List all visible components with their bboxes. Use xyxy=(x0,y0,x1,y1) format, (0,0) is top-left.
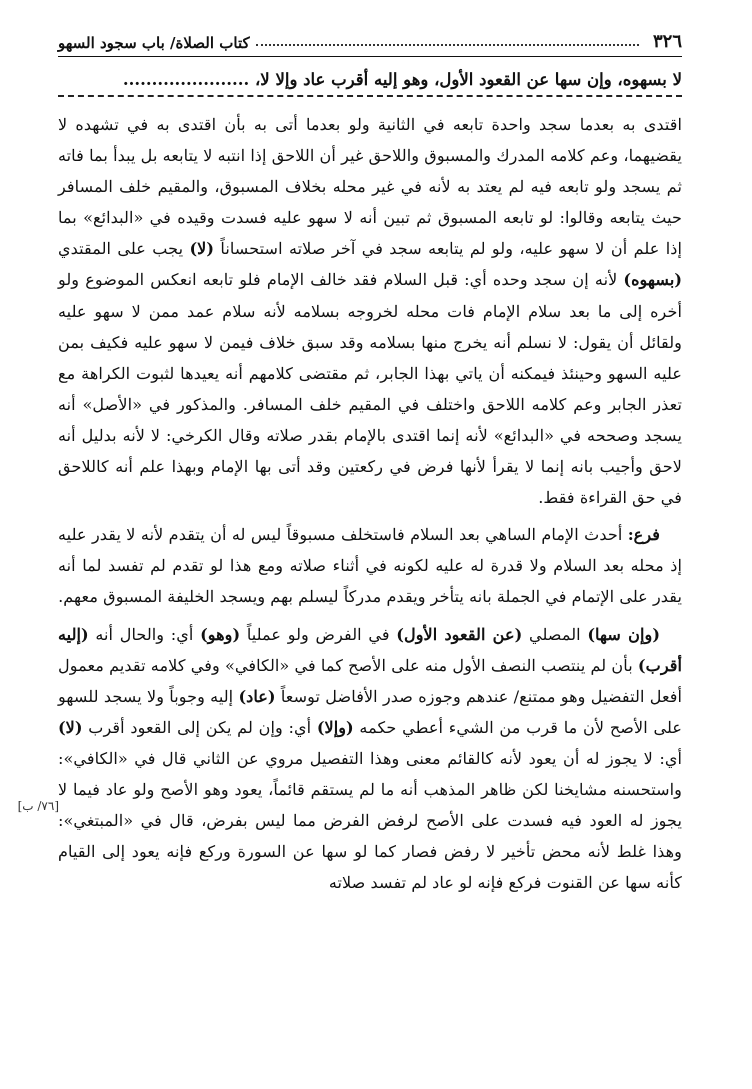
running-header xyxy=(58,30,682,52)
manuscript-folio-note: [٧٦/ ب] xyxy=(17,799,59,813)
text-segment: المصلي xyxy=(522,624,588,644)
matn-separator xyxy=(58,95,682,97)
bold-text-segment: (وإن سها) xyxy=(587,624,660,644)
text-segment: يجب على المقتدي xyxy=(58,239,190,259)
commentary-body xyxy=(58,109,682,898)
bold-text-segment: (عن القعود الأول) xyxy=(396,624,523,644)
text-segment: أي: والحال أنه xyxy=(88,624,201,644)
bold-text-segment: (لا) xyxy=(58,717,83,737)
paragraph xyxy=(58,519,682,612)
page-number: ٣٢٦ xyxy=(652,31,682,52)
text-segment: أي: لا يجوز له أن يعود لأنه كالقائم معنى وهذا التفصيل مروي عن الثاني قال في «الكافي»: واستحسنه مشايخنا لكن ظاهر المذهب أنه ما لم يستقم قائماً، يعود وهو الأصح ولو عاد فيما لا يجوز له العود فيه فسدت على الأصح لرفض الفرض مما ليس بفرض، قال في «المبتغي»: وهذا غلط لأنه محض تأخير لا رفض فصار كما لو سها عن السورة وركع فإنه يعود إلى القيام كأنه سها عن القنوت فركع فإنه لو عاد لم تفسد صلاته xyxy=(58,748,682,893)
text-segment: بأن لم ينتصب النصف الأول منه على الأصح كما في «الكافي» وفي كلامه تقديم معمول أفعل التفضيل وهو ممتنع/ عندهم وجوزه صدر الأفاضل توسعاً xyxy=(58,655,683,706)
header-dotted-leader xyxy=(256,44,639,46)
header-rule xyxy=(58,56,682,57)
bold-text-segment: (لا) xyxy=(189,239,215,259)
bold-text-segment: (بسهوه) xyxy=(623,270,682,290)
text-segment: أحدث الإمام الساهي بعد السلام فاستخلف مسبوقاً ليس له أن يتقدم لأنه لا يقدر عليه إذ محله بعد السلام ولا قدرة له عليه لكونه في أثناء صلاته ومع هذا لو تقدم لم تفسد لما أنه يقدر على الإتمام في الجملة بانه يتأخر ويقدم مدركاً ليسلم بهم ويسجد الخليفة المسبوق معهم. xyxy=(58,525,682,607)
bold-text-segment: (وهو) xyxy=(200,624,241,644)
bold-text-segment: (عاد) xyxy=(238,686,276,706)
text-segment: في الفرض ولو عملياً xyxy=(240,624,397,644)
text-segment: لأنه إن سجد وحده أي: قبل السلام فقد خالف الإمام فلو تابعه انعكس الموضوع ولو أخره إلى ما بعد سلام الإمام فات محله لخروجه بسلامه لأنه سلام عمد ممن لا سهو عليه ولقائل أن يقول: لا نسلم أنه يخرج منها بسلامه وقد سبق خلاف فيمن لا سهو عليه فكيف بمن عليه السهو وحينئذ فيمكنه أن ياتي بهذا الجابر، ثم مقتضى كلامهم أنه يعيدها لثبوت الكراهة مع تعذر الجابر وعم كلامه اللاحق واختلف في المقيم خلف المسافر. والمذكور في «الأصل» أنه يسجد وصححه في «البدائع» لأنه إنما اقتدى بالإمام بقدر صلاته وقال الكرخي: لا لأنه بدليل أنه لاحق وأجيب بانه إنما لا يقرأ لأنها فرض في ركعتين وقد أتى بها الإمام وبهذا علم أنه كاللاحق في حق القراءة فقط. xyxy=(58,270,682,508)
bold-text-segment: (وإلا) xyxy=(316,717,354,737)
bold-text-segment: (إليه أقرب) xyxy=(58,624,682,675)
text-segment: أي: وإن لم يكن إلى القعود أقرب xyxy=(82,717,317,737)
text-segment: إليه وجوباً ولا يسجد للسهو على الأصح لأن ما قرب من الشيء أعطي حكمه xyxy=(58,686,682,737)
bold-text-segment: فرع: xyxy=(627,525,660,545)
text-segment: اقتدى به بعدما سجد واحدة تابعه في الثانية ولو بعدما أتى به بأن اقتدى به في تشهده لا يقضيهما، وعم كلامه المدرك والمسبوق واللاحق غير أن اللاحق إذا انتبه لا يتابعه بل يبدأ بما فاته ثم يسجد ولو تابعه فيه لم يعتد به لأنه في غير محله بخلاف المسبوق، والمقيم خلف المسافر حيث يتابعه وقالوا: لو تابعه المسبوق ثم تبين أنه لا سهو عليه فسدت وقيده في «البدائع» بما إذا علم أن لا سهو عليه، ولو لم يتابعه سجد في آخر صلاته استحساناً xyxy=(58,115,682,259)
paragraph xyxy=(58,109,682,513)
page xyxy=(58,30,682,898)
header-title: كتاب الصلاة/ باب سجود السهو xyxy=(58,34,250,52)
paragraph xyxy=(58,619,682,899)
matn-line: لا بسهوه، وإن سها عن القعود الأول، وهو إليه أقرب عاد وإلا لا، ...................... xyxy=(122,70,682,89)
